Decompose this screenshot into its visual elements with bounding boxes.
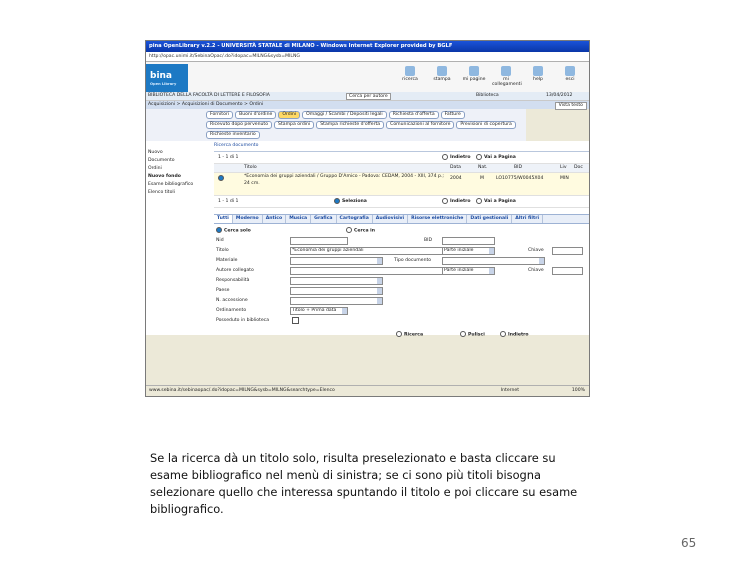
tab-antico[interactable]: Antico (263, 215, 286, 223)
radio-icon (334, 198, 340, 204)
pager-row (214, 152, 589, 164)
caption-line: esame bibliografico nel menù di sinistra; se ci sono più titoli bisogna (150, 468, 541, 482)
responsabilita-select[interactable] (290, 277, 383, 285)
radio-icon (476, 154, 482, 160)
toolbar-print[interactable] (428, 66, 456, 87)
address-bar[interactable]: http://opac.unimi.it/SebinaOpac/.do?idopac=MILNG&sysb=MILNG (146, 52, 589, 62)
record-title: *Economia dei gruppi aziendali / Gruppo D'Amico - Padova: CEDAM, 2004 - XIII, 374 p.; 24 cm. (244, 174, 444, 186)
tab-musica[interactable]: Musica (286, 215, 311, 223)
radio-icon (396, 331, 402, 337)
info-row (146, 92, 589, 100)
radio-icon (442, 154, 448, 160)
radio-label: Seleziona (342, 199, 367, 204)
col-liv[interactable]: Liv (560, 165, 567, 170)
tab-risorse-elettroniche[interactable]: Risorse elettroniche (408, 215, 467, 223)
button-label: Pulisci (468, 332, 485, 338)
nid-input[interactable] (290, 237, 348, 245)
autore-match-select[interactable]: Parte iniziale (442, 267, 495, 275)
tab-grafica[interactable]: Grafica (311, 215, 336, 223)
caption-line: selezionare quello che interessa spuntando il titolo e poi cliccare su esame (150, 485, 578, 499)
toolbar-search[interactable] (396, 66, 424, 87)
logo-text: bina (150, 71, 173, 81)
search-type-select[interactable]: Cerca per autore (346, 93, 391, 100)
radio-icon (500, 331, 506, 337)
toolbar-label: help (533, 77, 543, 82)
radio-indietro-bottom[interactable] (442, 196, 471, 207)
exit-icon (565, 66, 575, 76)
label-tipo-documento: Tipo documento (394, 258, 432, 263)
screenshot-frame (145, 40, 590, 397)
results-header (214, 164, 589, 173)
user-label: Biblioteca (476, 93, 499, 98)
titolo-input[interactable]: *Economia dei gruppi aziendali (290, 247, 443, 255)
toolbar-pages[interactable] (460, 66, 488, 87)
page-number: 65 (681, 536, 697, 550)
label-ordinamento: Ordinamento (216, 308, 247, 313)
search-form (214, 224, 589, 342)
label-paese: Paese (216, 288, 230, 293)
radio-vai-pagina-bottom[interactable] (476, 196, 516, 207)
autore-input[interactable] (290, 267, 443, 275)
pulisci-button[interactable] (460, 331, 485, 338)
chiave-input[interactable] (552, 247, 583, 255)
radio-label: Vai a Pagina (484, 155, 516, 160)
col-data[interactable]: Data (450, 165, 461, 170)
ordinamento-select[interactable]: Titolo + Prima data (290, 307, 348, 315)
radio-icon (218, 175, 224, 181)
posseduto-checkbox[interactable] (292, 317, 299, 324)
radio-label: Cerca in (354, 228, 376, 234)
logo-subtitle: Open Library (150, 82, 177, 86)
window-title: pina OpenLibrary v.2.2 - UNIVERSITÀ STATALE di MILANO - Windows Internet Explorer provided by BGLF (146, 41, 589, 52)
content-area (146, 141, 589, 338)
chiave-autore-input[interactable] (552, 267, 583, 275)
tab-cartografia[interactable]: Cartografia (337, 215, 373, 223)
menu-item[interactable]: Richiesta d'offerta (389, 111, 439, 119)
radio-icon (346, 227, 352, 233)
date-label: 13/04/2012 (546, 93, 573, 98)
status-bar (146, 385, 589, 396)
sidebar-item[interactable]: Ordini (148, 166, 162, 171)
menu-item[interactable]: Fatture (441, 111, 465, 119)
toolbar-label: mi pagine (462, 77, 486, 82)
record-bid: LO10775/W0045X04 (496, 176, 544, 181)
col-natura[interactable]: Nat. (478, 165, 488, 170)
radio-vai-pagina[interactable] (476, 152, 516, 163)
function-menu (146, 109, 526, 141)
label-autore: Autore collegato (216, 268, 254, 273)
search-icon (405, 66, 415, 76)
tipo-documento-select[interactable] (442, 257, 545, 265)
toolbar-label: ricerca (402, 77, 418, 82)
toolbar-help[interactable] (524, 66, 552, 87)
menu-item[interactable]: Fornitori (206, 111, 233, 119)
header-toolbar (396, 66, 584, 87)
radio-icon (476, 198, 482, 204)
tab-tutti[interactable]: Tutti (214, 215, 233, 223)
label-chiave: Chiave (528, 248, 544, 253)
sidebar-item-esame-bibliografico[interactable]: Esame bibliografico (148, 182, 194, 187)
menu-item-active[interactable]: Ordini (278, 111, 300, 119)
ricerca-button[interactable] (396, 331, 423, 338)
caption (150, 450, 590, 518)
label-nid: Nid (216, 238, 224, 243)
menu-item[interactable]: Comunicazioni al fornitore (386, 121, 454, 129)
sidebar-item[interactable]: Nuovo (148, 150, 163, 155)
accessione-select[interactable] (290, 297, 383, 305)
menu-item[interactable]: Stampa ordini (274, 121, 314, 129)
label-chiave: Chiave (528, 268, 544, 273)
button-label: Ricerca (404, 332, 424, 338)
label-responsabilita: Responsabilità (216, 278, 250, 283)
print-icon (437, 66, 447, 76)
label-accessione: N. accessione (216, 298, 248, 303)
pager-row-bottom (214, 196, 589, 208)
radio-label: Cerca solo (224, 228, 251, 234)
col-doc[interactable]: Doc (574, 165, 583, 170)
menu-item[interactable]: Stampa richieste d'offerta (316, 121, 384, 129)
bid-input[interactable] (442, 237, 495, 245)
toolbar-exit[interactable] (556, 66, 584, 87)
menu-item[interactable]: Omaggi / Scambi / Depositi legali (302, 111, 387, 119)
toolbar-links[interactable] (492, 66, 520, 87)
toolbar-label: mi collegamenti (492, 77, 522, 87)
record-year: 2004 (450, 176, 462, 181)
sidebar-item[interactable]: Documento (148, 158, 175, 163)
sidebar-item[interactable]: Elenco titoli (148, 190, 175, 195)
radio-icon (460, 331, 466, 337)
menu-item[interactable]: Buoni d'ordine (235, 111, 276, 119)
col-titolo[interactable]: Titolo (244, 165, 257, 170)
app-header (146, 62, 589, 101)
record-natura: M (480, 176, 484, 181)
tab-audiovisivi[interactable]: Audiovisivi (373, 215, 408, 223)
cerca-solo-radio[interactable] (216, 227, 251, 234)
paese-select[interactable] (290, 287, 383, 295)
label-bid: BID (424, 238, 433, 243)
col-bid[interactable]: BID (514, 165, 523, 170)
radio-icon (442, 198, 448, 204)
toolbar-label: stampa (433, 77, 451, 82)
breadcrumb (146, 101, 589, 109)
menu-item[interactable]: Richieste inventario (206, 131, 260, 139)
link-icon (501, 66, 511, 76)
record-liv: MIN (560, 176, 569, 181)
pages-icon (469, 66, 479, 76)
label-materiale: Materiale (216, 258, 238, 263)
table-row[interactable] (214, 173, 589, 196)
materiale-select[interactable] (290, 257, 383, 265)
cerca-in-radio[interactable] (346, 227, 375, 234)
pager-top: 1 - 1 di 1 (218, 155, 239, 160)
label-titolo: Titolo (216, 248, 229, 253)
toolbar-label: esci (565, 77, 575, 82)
sidebar-item[interactable]: Nuovo fondo (148, 174, 181, 179)
radio-seleziona[interactable] (334, 196, 367, 207)
help-icon (533, 66, 543, 76)
radio-label: Indietro (450, 155, 471, 160)
zoom-level[interactable]: 100% (571, 388, 585, 393)
status-zone: Internet (500, 388, 519, 393)
pager-bottom: 1 - 1 di 1 (218, 199, 239, 204)
tab-moderno[interactable]: Moderno (233, 215, 263, 223)
button-label: Indietro (508, 332, 529, 338)
radio-indietro[interactable] (442, 152, 471, 163)
caption-line: bibliografico. (150, 502, 224, 516)
sidebar (146, 149, 206, 197)
status-url: www.sebina.it/sebinaopac/.do?idopac=MILNG&sysb=MILNG&searchtype=Elenco (149, 388, 335, 393)
radio-label: Indietro (450, 199, 471, 204)
radio-icon (216, 227, 222, 233)
search-tabs (214, 214, 589, 224)
results-title: Ricerca documento (214, 141, 589, 152)
sebina-logo (146, 64, 188, 94)
caption-line: Se la ricerca dà un titolo solo, risulta preselezionato e basta cliccare su (150, 451, 556, 465)
label-posseduto: Posseduto in biblioteca (216, 318, 270, 323)
row-checkbox[interactable] (218, 173, 226, 184)
tab-dati-gestionali[interactable]: Dati gestionali (467, 215, 512, 223)
indietro-button[interactable] (500, 331, 529, 338)
menu-item[interactable]: Ricevuto dopo pervenuto (206, 121, 272, 129)
menu-item[interactable]: Previsioni di copertura (456, 121, 515, 129)
view-toggle-button[interactable]: Vista testo (555, 102, 587, 110)
breadcrumb-text: Acquisizioni > Acquisizioni di Documento > Ordini (148, 102, 264, 107)
radio-label: Vai a Pagina (484, 199, 516, 204)
main-panel (214, 141, 589, 338)
titolo-match-select[interactable]: Parte iniziale (442, 247, 495, 255)
library-name: BIBLIOTECA DELLA FACOLTÀ DI LETTERE E FILOSOFIA (148, 93, 270, 98)
tab-altri-filtri[interactable]: Altri filtri (512, 215, 543, 223)
